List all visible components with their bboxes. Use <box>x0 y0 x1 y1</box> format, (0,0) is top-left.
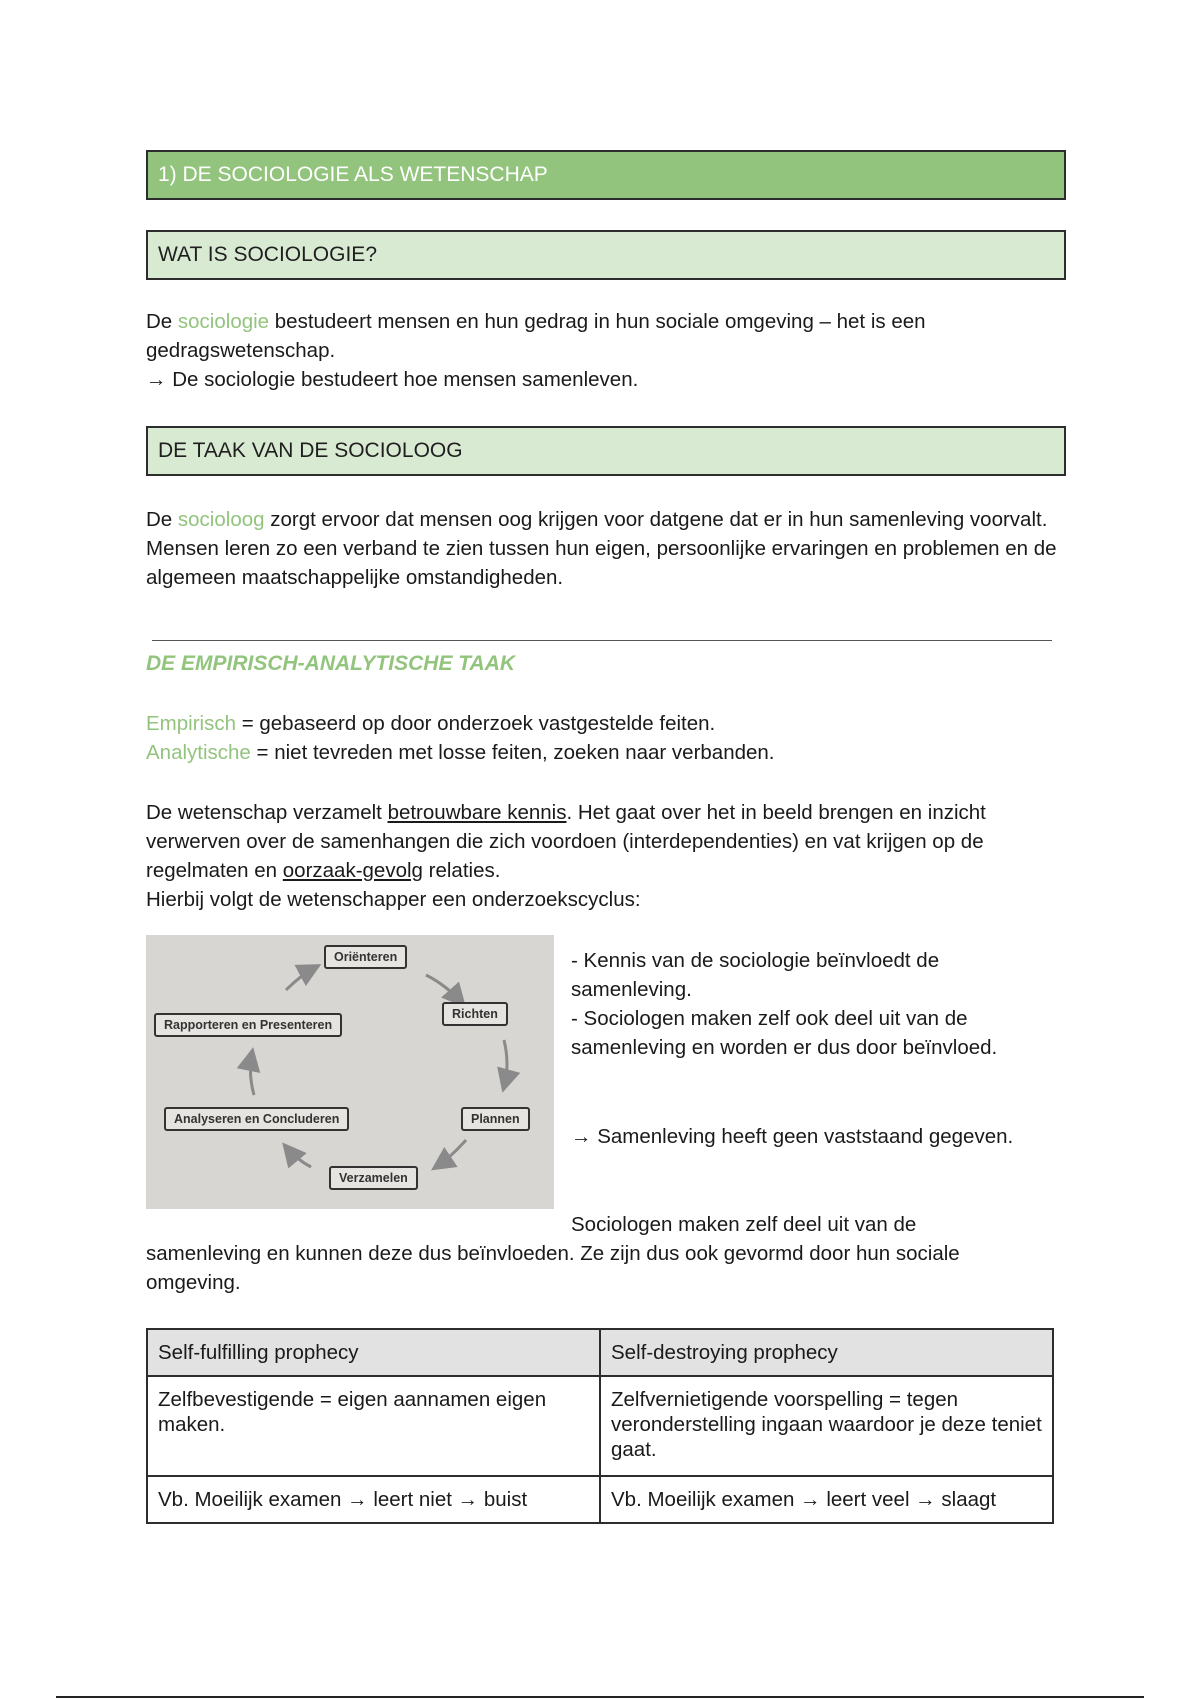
text-fragment: = niet tevreden met losse feiten, zoeken naar verbanden. <box>250 741 775 764</box>
term-empirisch: Empirisch <box>146 712 236 735</box>
cycle-node-rapporteren: Rapporteren en Presenteren <box>154 1013 342 1037</box>
text-fragment: = gebaseerd op door onderzoek vastgestelde feiten. <box>236 712 716 735</box>
paragraph-definition <box>146 307 1066 394</box>
paragraph-definitions <box>146 709 1066 767</box>
arrow-rapporteren-to-orient <box>286 967 316 990</box>
table-cell: Zelfbevestigende = eigen aannamen eigen maken. <box>147 1376 600 1476</box>
cycle-node-verzamelen: Verzamelen <box>329 1166 418 1190</box>
paragraph-science <box>146 798 1066 914</box>
table-header-row <box>147 1329 1053 1376</box>
heading-task-of-sociologist: DE TAAK VAN DE SOCIOLOOG <box>146 426 1066 476</box>
term-analytische: Analytische <box>146 741 251 764</box>
cycle-node-plannen: Plannen <box>461 1107 530 1131</box>
term-socioloog: socioloog <box>177 508 265 531</box>
table-cell: Zelfvernietigende voorspelling = tegen veronderstelling ingaan waardoor je deze teniet gaat. <box>600 1376 1053 1476</box>
side-note-4-continuation: samenleving en kunnen deze dus beïnvloeden. Ze zijn dus ook gevormd door hun sociale omgeving. <box>146 1242 960 1294</box>
term-sociologie: sociologie <box>177 310 270 333</box>
paragraph-task <box>146 505 1066 592</box>
text-fragment: De wetenschap verzamelt <box>146 801 388 824</box>
text-fragment: zorgt ervoor dat mensen oog krijgen voor datgene dat er in hun samenleving voorvalt. Mensen leren zo een verband te zien tussen hun eigen, persoonlijke ervaringen en problemen en de algemeen maatschappelijke omstandigheden. <box>146 508 1057 589</box>
text-fragment: bestudeert mensen en hun gedrag in hun sociale omgeving – het is een gedragswetenschap. <box>146 310 926 362</box>
prophecy-table <box>146 1328 1054 1524</box>
table-cell: Vb. Moeilijk examen → leert veel → slaagt <box>600 1476 1053 1523</box>
table-row <box>147 1476 1053 1523</box>
cycle-node-analyseren: Analyseren en Concluderen <box>164 1107 349 1131</box>
side-note-3: → Samenleving heeft geen vaststaand gegeven. <box>571 1125 1014 1148</box>
table-header-cell: Self-fulfilling prophecy <box>147 1329 600 1376</box>
underlined-term: oorzaak-gevolg <box>282 859 423 882</box>
underlined-term: betrouwbare kennis <box>387 801 567 824</box>
text-fragment: . Het gaat over het in beeld brengen en inzicht verwerven over de samenhangen die zich voordoen (interdependenties) en vat krijgen op de regelmaten en <box>146 801 986 882</box>
arrow-orient-to-richten <box>426 975 462 1003</box>
text-fragment: De <box>146 508 178 531</box>
text-fragment: Hierbij volgt de wetenschapper een onderzoekscyclus: <box>146 888 641 911</box>
page-footer-line <box>56 1696 1144 1698</box>
arrow-verzamelen-to-analyseren <box>286 1147 311 1167</box>
table-row <box>147 1376 1053 1476</box>
side-note-2: - Sociologen maken zelf ook deel uit van de samenleving en worden er dus door beïnvloed. <box>571 1007 998 1059</box>
text-fragment: → De sociologie bestudeert hoe mensen samenleven. <box>146 368 639 391</box>
horizontal-divider <box>152 640 1052 641</box>
subheading-empirical: DE EMPIRISCH-ANALYTISCHE TAAK <box>146 652 516 675</box>
side-note-4-start: Sociologen maken zelf deel uit van de <box>571 1213 917 1236</box>
arrow-analyseren-to-rapporteren <box>250 1053 254 1095</box>
section-title-banner: 1) DE SOCIOLOGIE ALS WETENSCHAP <box>146 150 1066 200</box>
arrow-plannen-to-verzamelen <box>436 1140 466 1167</box>
heading-what-is-sociology: WAT IS SOCIOLOGIE? <box>146 230 1066 280</box>
research-cycle-diagram <box>146 935 554 1209</box>
side-note-1: - Kennis van de sociologie beïnvloedt de samenleving. <box>571 949 940 1001</box>
text-fragment: De <box>146 310 178 333</box>
text-fragment: relaties. <box>422 859 501 882</box>
table-cell: Vb. Moeilijk examen → leert niet → buist <box>147 1476 600 1523</box>
cycle-node-orienteren: Oriënteren <box>324 945 407 969</box>
table-header-cell: Self-destroying prophecy <box>600 1329 1053 1376</box>
cycle-node-richten: Richten <box>442 1002 508 1026</box>
arrow-richten-to-plannen <box>504 1040 507 1087</box>
